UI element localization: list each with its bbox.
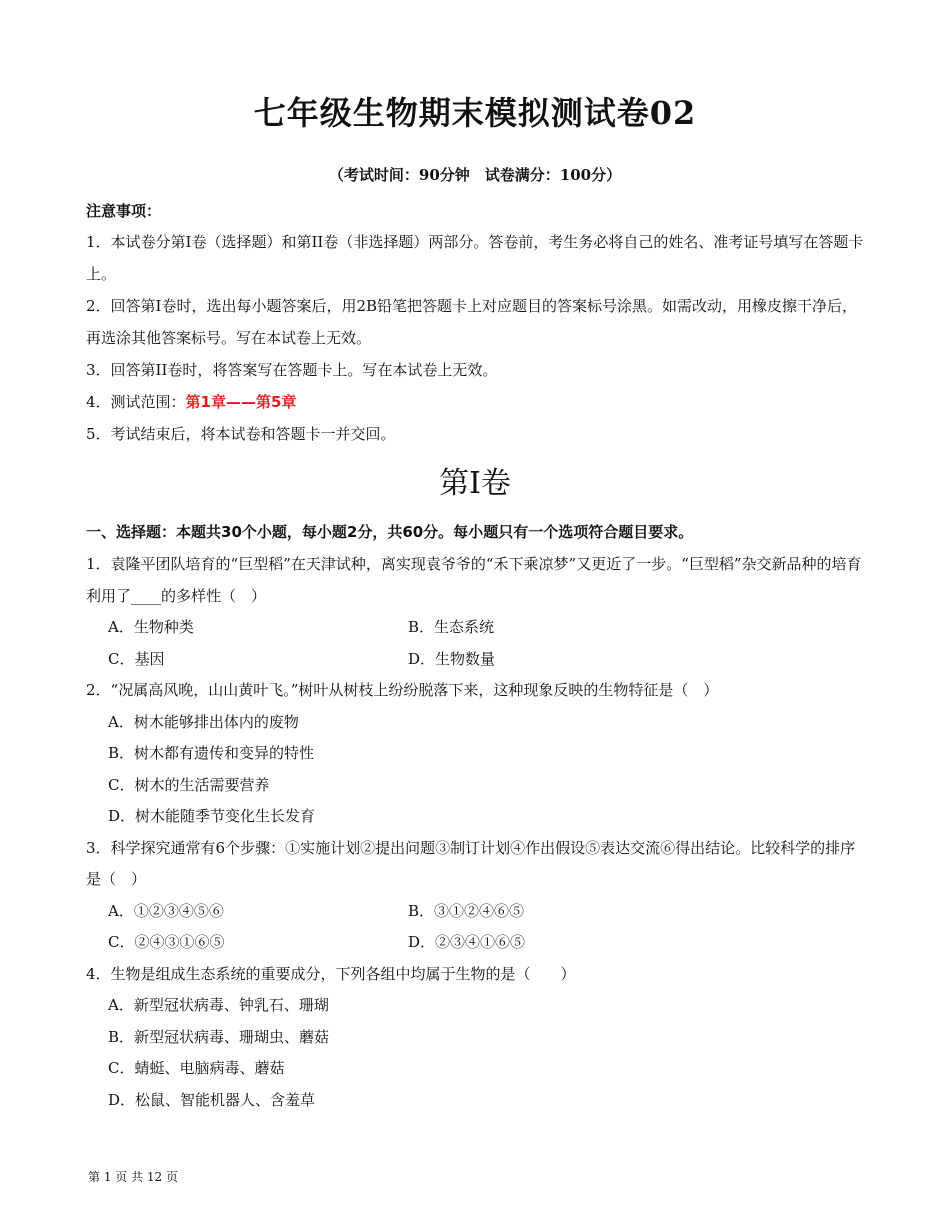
question-stem: 2．“况属高风晚，山山黄叶飞。”树叶从树枝上纷纷脱落下来，这种现象反映的生物特征是（ ）: [86, 681, 719, 699]
option: C．树木的生活需要营养: [108, 775, 270, 794]
notice-item: 5．考试结束后，将本试卷和答题卡一并交回。: [86, 425, 396, 443]
notice-title: 注意事项：: [86, 202, 162, 220]
question-stem: 4．生物是组成生态系统的重要成分，下列各组中均属于生物的是（ ）: [86, 964, 576, 983]
option: B．③①②④⑥⑤: [408, 901, 525, 920]
question-list: [86, 549, 868, 1116]
part-title: 一、选择题：本题共30个小题，每小题2分，共60分。每小题只有一个选项符合题目要求。: [86, 523, 694, 541]
notice-list: [86, 226, 868, 450]
test-range-highlight: 第1章——第5章: [185, 393, 297, 411]
option: C．②④③①⑥⑤: [108, 933, 225, 951]
question: [86, 549, 868, 675]
option: A．新型冠状病毒、钟乳石、珊瑚: [108, 996, 329, 1014]
notice-item: 3．回答第II卷时，将答案写在答题卡上。写在本试卷上无效。: [86, 361, 498, 379]
question-stem: 3．科学探究通常有6个步骤：①实施计划②提出问题③制订计划④作出假设⑤表达交流⑥得出结论。比较科学的排序是（ ）: [86, 838, 856, 888]
notice-item-text: 4．测试范围：: [86, 393, 186, 411]
option: A．①②③④⑤⑥: [108, 901, 224, 920]
option-group: [86, 896, 868, 959]
section-heading: 第I卷: [439, 466, 511, 501]
option: C．基因: [108, 649, 165, 668]
question: [86, 959, 868, 1117]
option-group: [86, 990, 868, 1116]
option: D．松鼠、智能机器人、含羞草: [108, 1090, 316, 1109]
option-group: [86, 612, 868, 675]
option-group: [86, 707, 868, 833]
option: B．生态系统: [408, 618, 495, 636]
option: D．树木能随季节变化生长发育: [108, 807, 316, 825]
notice-item: [86, 386, 868, 418]
notice-item: 2．回答第I卷时，选出每小题答案后，用2B铅笔把答题卡上对应题目的答案标号涂黑。如需改动，用橡皮擦干净后，再选涂其他答案标号。写在本试卷上无效。: [86, 297, 858, 347]
option: B．新型冠状病毒、珊瑚虫、蘑菇: [108, 1027, 330, 1046]
question-stem: 1．袁隆平团队培育的“巨型稻”在天津试种，离实现袁爷爷的“禾下乘凉梦”又更近了一步。“巨型稻”杂交新品种的培育利用了____的多样性（ ）: [86, 555, 862, 605]
option: D．生物数量: [408, 649, 496, 668]
exam-info: （考试时间：90分钟 试卷满分：100分）: [328, 166, 622, 184]
option: A．生物种类: [108, 618, 194, 636]
page-title: 七年级生物期末模拟测试卷02: [253, 94, 697, 132]
notice-item: 1．本试卷分第I卷（选择题）和第II卷（非选择题）两部分。答卷前，考生务必将自己的姓名、准考证号填写在答题卡上。: [86, 233, 864, 283]
question: [86, 675, 868, 833]
option: A．树木能够排出体内的废物: [108, 712, 299, 731]
page-footer: 第 1 页 共 12 页: [88, 1170, 178, 1184]
option: C．蜻蜓、电脑病毒、蘑菇: [108, 1059, 285, 1077]
question: [86, 833, 868, 959]
option: B．树木都有遗传和变异的特性: [108, 744, 315, 762]
option: D．②③④①⑥⑤: [408, 933, 526, 951]
